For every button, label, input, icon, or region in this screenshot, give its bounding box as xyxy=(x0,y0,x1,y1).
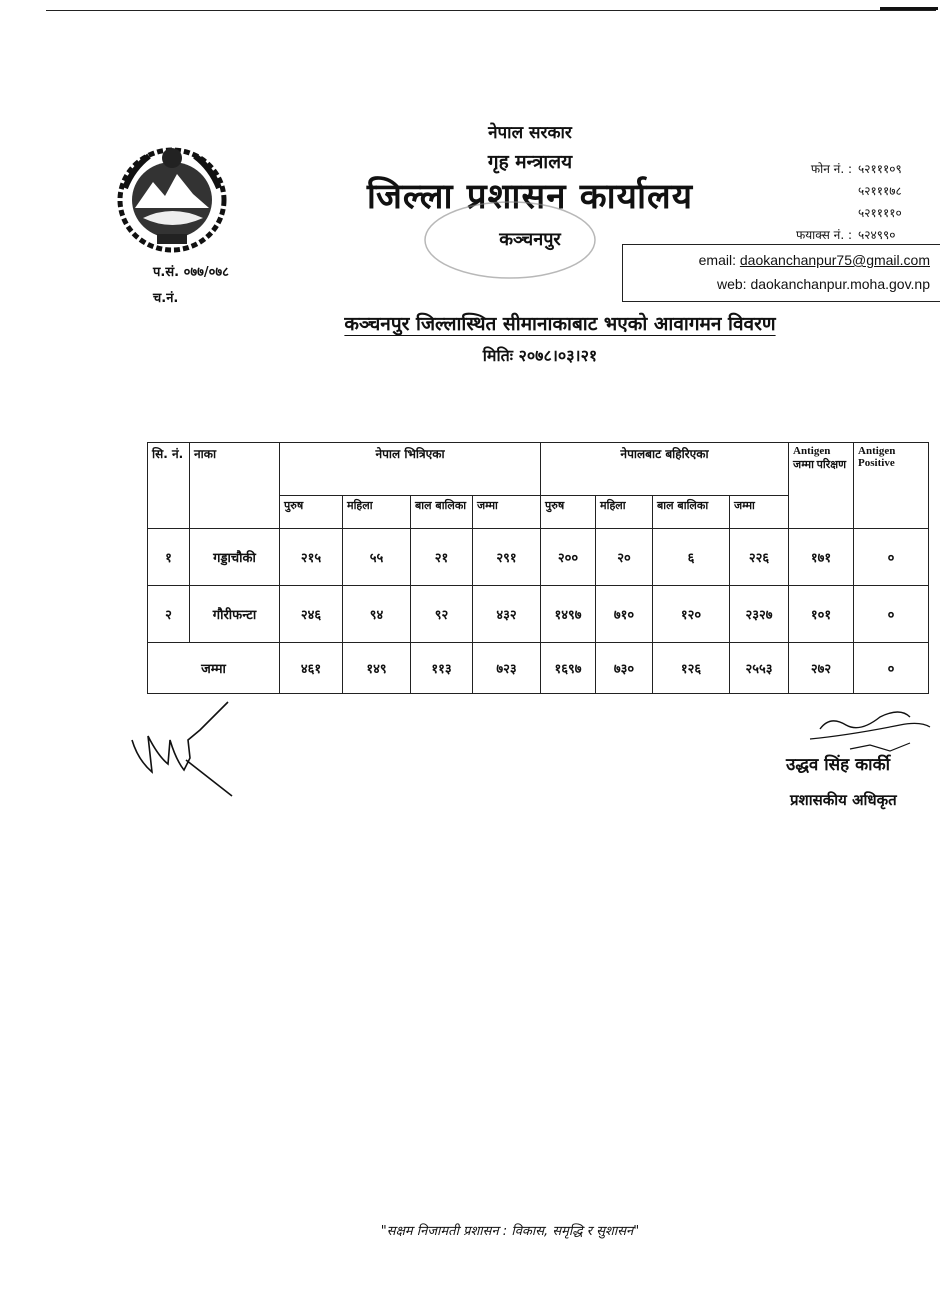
header-sn: सि. नं. xyxy=(148,443,190,529)
document-date: मितिः २०७८।०३।२१ xyxy=(482,346,598,365)
reference-number: प.सं. ०७७/०७८ xyxy=(153,265,229,280)
total-in-children: ११३ xyxy=(411,643,473,694)
top-rule-accent xyxy=(880,7,938,10)
total-in-male: ४६१ xyxy=(280,643,343,694)
header-in-female: महिला xyxy=(343,496,411,529)
office-name: जिल्ला प्रशासन कार्यालय xyxy=(366,177,694,217)
cell-in-total: २९१ xyxy=(473,529,541,586)
fax-number: ५२४९९० xyxy=(858,228,896,242)
officer-name: उद्धव सिंह कार्की xyxy=(786,755,891,775)
phone-number: ५२११११० xyxy=(858,206,902,220)
phone-label: फोन नं. : xyxy=(810,162,852,176)
district-name: कञ्चनपुर xyxy=(499,229,561,250)
header-in-children: बाल बालिका xyxy=(411,496,473,529)
header-leaving: नेपालबाट बहिरिएका xyxy=(541,443,789,496)
cell-in-female: ९४ xyxy=(343,586,411,643)
phone-number: ५२१११०९ xyxy=(858,162,902,176)
document-title-text: कञ्चनपुर जिल्लास्थित सीमानाकाबाट भएको आवागमन विवरण xyxy=(344,313,776,335)
header-out-total: जम्मा xyxy=(730,496,789,529)
cell-naka: गौरीफन्टा xyxy=(190,586,280,643)
nepal-emblem-icon xyxy=(113,138,231,256)
cell-in-total: ४३२ xyxy=(473,586,541,643)
cell-out-children: ६ xyxy=(653,529,730,586)
cell-sn: २ xyxy=(148,586,190,643)
top-rule xyxy=(46,10,936,11)
cell-in-male: २१५ xyxy=(280,529,343,586)
cell-out-female: २० xyxy=(596,529,653,586)
document-title xyxy=(200,310,920,336)
header-entering: नेपाल भित्रिएका xyxy=(280,443,541,496)
header-out-male: पुरुष xyxy=(541,496,596,529)
total-antigen-tested: २७२ xyxy=(789,643,854,694)
ministry-name: गृह मन्त्रालय xyxy=(487,151,573,173)
cell-antigen-tested: १७१ xyxy=(789,529,854,586)
cell-antigen-positive: ० xyxy=(854,586,929,643)
office-stamp-icon xyxy=(410,200,610,290)
header-naka: नाका xyxy=(190,443,280,529)
cell-sn: १ xyxy=(148,529,190,586)
header-out-children: बाल बालिका xyxy=(653,496,730,529)
officer-designation: प्रशासकीय अधिकृत xyxy=(790,791,897,809)
cell-in-children: २१ xyxy=(411,529,473,586)
total-label: जम्मा xyxy=(148,643,280,694)
total-out-total: २५५३ xyxy=(730,643,789,694)
cell-in-children: ९२ xyxy=(411,586,473,643)
cell-in-male: २४६ xyxy=(280,586,343,643)
phone-number: ५२१११७८ xyxy=(858,184,902,198)
total-out-female: ७३० xyxy=(596,643,653,694)
cell-out-total: २२६ xyxy=(730,529,789,586)
header-antigen-tested: Antigen जम्मा परिक्षण xyxy=(789,443,854,529)
web-link[interactable]: daokanchanpur.moha.gov.np xyxy=(750,276,930,292)
header-antigen-positive: Antigen Positive xyxy=(854,443,929,529)
email-label: email: xyxy=(698,252,736,268)
total-out-male: १६९७ xyxy=(541,643,596,694)
phone-block xyxy=(770,158,935,246)
cell-naka: गड्डाचौकी xyxy=(190,529,280,586)
total-in-total: ७२३ xyxy=(473,643,541,694)
header-in-total: जम्मा xyxy=(473,496,541,529)
signature-left-icon xyxy=(128,700,238,800)
header-out-female: महिला xyxy=(596,496,653,529)
gov-name: नेपाल सरकार xyxy=(488,123,572,143)
dispatch-number: च.नं. xyxy=(153,291,179,306)
movement-table xyxy=(147,442,929,694)
table-row xyxy=(148,586,929,643)
cell-antigen-tested: १०१ xyxy=(789,586,854,643)
cell-out-female: ७१० xyxy=(596,586,653,643)
email-link[interactable]: daokanchanpur75@gmail.com xyxy=(739,252,930,268)
web-label: web: xyxy=(716,276,747,292)
cell-in-female: ५५ xyxy=(343,529,411,586)
total-antigen-positive: ० xyxy=(854,643,929,694)
cell-out-children: १२० xyxy=(653,586,730,643)
web-line xyxy=(640,276,930,292)
total-out-children: १२६ xyxy=(653,643,730,694)
cell-out-male: २०० xyxy=(541,529,596,586)
cell-out-total: २३२७ xyxy=(730,586,789,643)
email-line xyxy=(640,252,930,268)
total-row xyxy=(148,643,929,694)
footer-motto: "सक्षम निजामती प्रशासन : विकास, समृद्धि र सुशासन" xyxy=(380,1224,640,1239)
table-row xyxy=(148,529,929,586)
fax-label: फयाक्स नं. : xyxy=(795,228,852,242)
header-in-male: पुरुष xyxy=(280,496,343,529)
cell-out-male: १४९७ xyxy=(541,586,596,643)
total-in-female: १४९ xyxy=(343,643,411,694)
cell-antigen-positive: ० xyxy=(854,529,929,586)
